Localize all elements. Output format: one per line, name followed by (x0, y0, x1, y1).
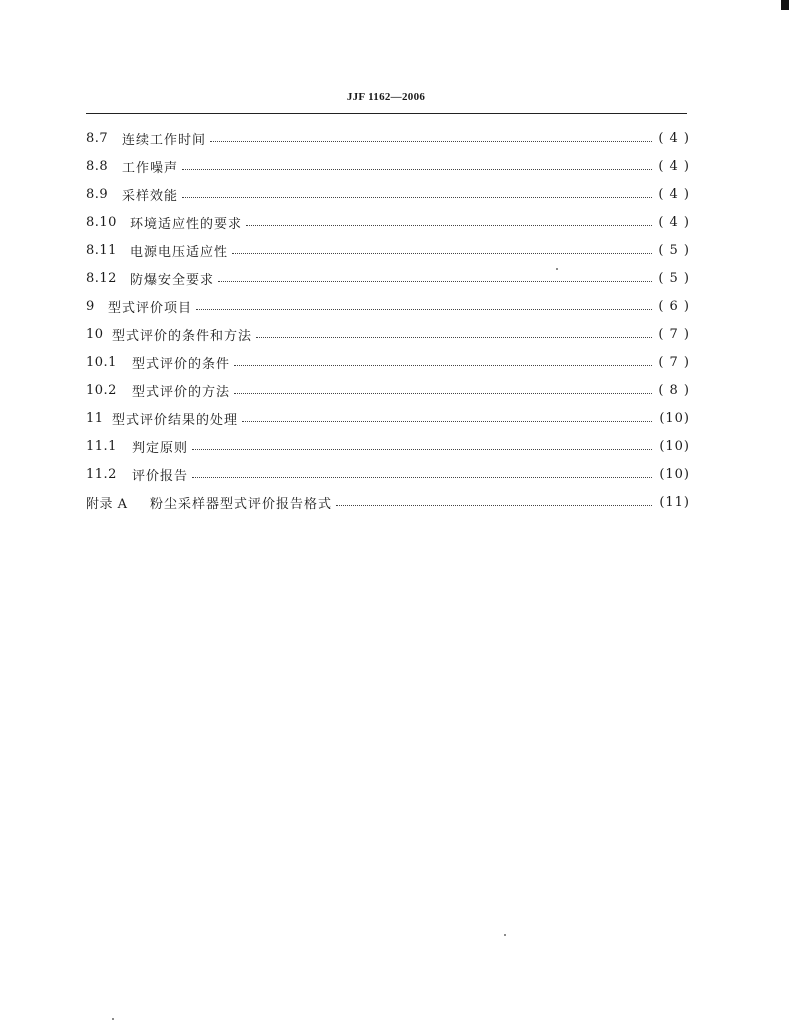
toc-entry[interactable] (86, 432, 690, 460)
toc-entry-page: (10) (659, 438, 690, 454)
toc-entry-number: 10.2 (86, 382, 117, 398)
toc-entry-number: 8.7 (86, 130, 109, 146)
toc-entry-page: ( 4 ) (658, 186, 690, 202)
toc-entry-page: ( 7 ) (658, 354, 690, 370)
toc-entry-page: ( 8 ) (658, 382, 690, 398)
toc-dot-leader (182, 197, 652, 198)
page-header: JJF 1162—2006 (346, 91, 426, 103)
toc-entry-page: ( 4 ) (658, 214, 690, 230)
toc-entry-page: (11) (659, 494, 690, 510)
toc-entry-number: 10 (86, 326, 104, 342)
header-rule (86, 113, 687, 114)
toc-entry-title: 连续工作时间 (122, 132, 207, 148)
toc-entry[interactable] (86, 488, 690, 516)
toc-entry-number: 11.2 (86, 466, 117, 482)
toc-dot-leader (196, 309, 652, 310)
toc-entry-title: 型式评价的方法 (132, 384, 231, 400)
toc-entry[interactable] (86, 208, 690, 236)
toc-entry-number: 11.1 (86, 438, 117, 454)
toc-entry-number: 10.1 (86, 354, 117, 370)
toc-entry-title: 粉尘采样器型式评价报告格式 (150, 496, 333, 512)
toc-entry[interactable] (86, 264, 690, 292)
toc-entry[interactable] (86, 404, 690, 432)
toc-entry-number: 8.10 (86, 214, 117, 230)
toc-dot-leader (192, 449, 652, 450)
toc-entry-title: 型式评价项目 (108, 300, 193, 316)
toc-dot-leader (246, 225, 652, 226)
toc-dot-leader (210, 141, 652, 142)
toc-entry[interactable] (86, 320, 690, 348)
table-of-contents (86, 124, 690, 516)
toc-entry[interactable] (86, 292, 690, 320)
toc-entry-title: 型式评价结果的处理 (112, 412, 239, 428)
toc-entry-number: 附录 A (86, 496, 128, 512)
toc-entry-page: ( 4 ) (658, 130, 690, 146)
toc-entry-title: 工作噪声 (122, 160, 179, 176)
toc-entry[interactable] (86, 124, 690, 152)
toc-entry-title: 判定原则 (132, 440, 189, 456)
toc-entry[interactable] (86, 376, 690, 404)
toc-entry-title: 采样效能 (122, 188, 179, 204)
toc-dot-leader (232, 253, 652, 254)
toc-entry-page: (10) (659, 466, 690, 482)
toc-entry-title: 环境适应性的要求 (130, 216, 243, 232)
scan-speck (112, 1018, 114, 1020)
toc-dot-leader (218, 281, 652, 282)
toc-entry[interactable] (86, 348, 690, 376)
scan-speck (556, 268, 558, 270)
toc-entry-page: (10) (659, 410, 690, 426)
toc-dot-leader (234, 393, 652, 394)
toc-dot-leader (234, 365, 652, 366)
toc-entry-title: 型式评价的条件和方法 (112, 328, 253, 344)
toc-entry-page: ( 6 ) (658, 298, 690, 314)
toc-dot-leader (256, 337, 652, 338)
toc-entry-page: ( 5 ) (658, 270, 690, 286)
scan-corner-mark (781, 0, 789, 10)
toc-entry-number: 8.12 (86, 270, 117, 286)
toc-entry[interactable] (86, 152, 690, 180)
toc-entry-number: 9 (86, 298, 95, 314)
toc-entry-number: 8.9 (86, 186, 109, 202)
toc-dot-leader (182, 169, 652, 170)
toc-entry[interactable] (86, 236, 690, 264)
toc-entry-title: 防爆安全要求 (130, 272, 215, 288)
toc-entry-number: 8.11 (86, 242, 117, 258)
toc-dot-leader (192, 477, 652, 478)
toc-dot-leader (242, 421, 652, 422)
toc-entry-title: 电源电压适应性 (130, 244, 229, 260)
toc-dot-leader (336, 505, 652, 506)
toc-entry-number: 11 (86, 410, 104, 426)
toc-entry-page: ( 7 ) (658, 326, 690, 342)
toc-entry-page: ( 5 ) (658, 242, 690, 258)
scan-speck (504, 934, 506, 936)
toc-entry[interactable] (86, 460, 690, 488)
toc-entry-title: 型式评价的条件 (132, 356, 231, 372)
toc-entry-title: 评价报告 (132, 468, 189, 484)
toc-entry[interactable] (86, 180, 690, 208)
toc-entry-number: 8.8 (86, 158, 109, 174)
toc-entry-page: ( 4 ) (658, 158, 690, 174)
